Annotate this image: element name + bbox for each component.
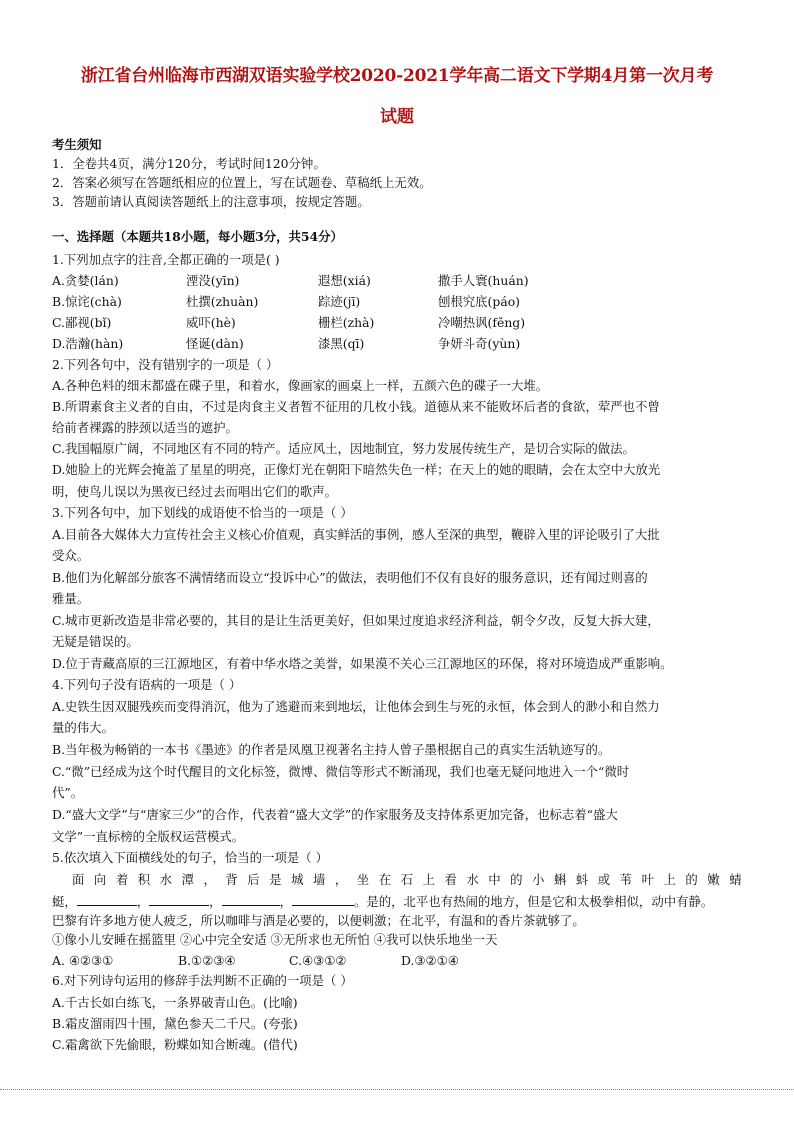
q3-line: 无疑是错误的。 [52,634,139,649]
q5-char: 向 [93,872,107,887]
q1-option-a-word3: 遐想(xiá) [318,273,371,288]
q4-line: 文学”一直标榜的全版权运营模式。 [52,829,245,844]
q5-char: 背 [225,872,238,887]
answer-blank [292,893,354,906]
q5-char: 面 [72,872,85,887]
q5-char: 蚪 [575,872,589,887]
q6-line: B.霜皮溜雨四十围，黛色参天二千尺。(夸张) [52,1016,298,1031]
q5-blank-line [52,893,742,910]
q5-char: 或 [597,872,611,887]
q5-char: 叶 [641,872,654,887]
exam-title-line2: 试题 [380,107,414,127]
page-footer-divider [0,1089,794,1090]
q5-char: 嫩 [707,872,720,887]
q5-char: 石 [400,872,413,887]
q5-text: ， [209,894,222,909]
q2-line: B.所谓素食主义者的自由，不过是肉食主义者暂不征用的几枚小钱。道德从来不能败坏后者的食欲，荤严也不曾 [52,399,660,414]
q5-choice-c: C.④③①② [289,953,347,968]
q4-line: A.史铁生因双腿残疾而变得消沉，他为了逃避而来到地坛，让他体会到生与死的永恒，体会到人的渺小和自然力 [52,699,660,714]
q5-char: 城 [291,872,304,887]
q1-option-d-word2: 怪诞(dàn) [186,336,244,351]
q3-line: C.城市更新改造是非常必要的，其目的是让生活更美好，但如果过度追求经济利益，朝令夕改，反复大拆大建， [52,613,660,628]
q5-text: 。是的，北平也有热闹的地方，但是它和太极拳相似，动中有静。 [353,894,714,909]
q5-char: 的 [685,872,698,887]
question-5-stem: 5.依次填入下面横线处的句子，恰当的一项是（ ） [52,850,328,865]
answer-blank [222,893,280,906]
q5-char: ， [203,872,216,887]
q1-option-c-word2: 威吓(hè) [186,315,236,330]
q1-option-a: A.贪婪(lán) [52,273,119,288]
q5-char: 中 [488,872,501,887]
exam-title-line1: 浙江省台州临海市西湖双语实验学校2020-2021学年高二语文下学期4月第一次月考 [80,66,714,86]
q5-char: 看 [444,872,457,887]
answer-blank [77,893,137,906]
q5-char: 墙 [312,872,326,887]
q1-option-b-word4: 刨根究底(páo) [438,294,521,309]
q5-char: 在 [378,872,392,887]
q1-option-d-word3: 漆黑(qī) [318,336,365,351]
question-6-stem: 6.对下列诗句运用的修辞手法判断不正确的一项是（ ） [52,973,353,988]
q5-char: 后 [247,872,260,887]
q5-char: 蜻 [729,872,742,887]
q5-char: 是 [269,872,282,887]
q5-char: 上 [663,872,676,887]
answer-blank [149,893,209,906]
q5-char: 小 [532,872,545,887]
q5-choice-a: A. ④②③① [52,953,114,968]
q3-line: A.目前各大媒体大力宣传社会主义核心价值观，真实鲜活的事例，感人至深的典型，鞭辟入里的评论吸引了大批 [52,527,660,542]
q5-char: 上 [422,872,435,887]
q4-line: C.“微”已经成为这个时代醒目的文化标签，微博、微信等形式不断涌现，我们也毫无疑问地进入一个“微时 [52,764,630,779]
question-3-stem: 3.下列各句中，加下划线的成语使不恰当的一项是（ ） [52,505,353,520]
q1-option-c-word3: 栅栏(zhà) [318,315,375,330]
q4-line: 量的伟大。 [52,720,114,735]
q2-line: 明，使鸟儿误以为黑夜已经过去而唱出它们的歌声。 [52,484,337,499]
q5-char: 苇 [619,872,633,887]
q1-option-d: D.浩瀚(hàn) [52,336,124,351]
q5-choice-b: B.①②③④ [178,953,236,968]
q5-char: 水 [466,872,479,887]
q5-char: 水 [159,872,173,887]
q5-line: 巴黎有许多地方使人疲乏，所以咖啡与酒是必要的，以便刺激；在北平，有温和的香片茶就够了。 [52,913,585,928]
question-2-stem: 2.下列各句中，没有错别字的一项是（ ） [52,357,279,372]
q4-line: B.当年极为畅销的一本书《墨迹》的作者是凤凰卫视著名主持人曾子墨根据自己的真实生活轨迹写的。 [52,742,611,757]
q5-char: 蝌 [553,872,567,887]
q3-line: B.他们为化解部分旅客不满情绪而设立“投诉中心”的做法，表明他们不仅有良好的服务意识，还有闻过则喜的 [52,570,648,585]
q1-option-b: B.惊诧(chà) [52,294,122,309]
notice-item-3: 3．答题前请认真阅读答题纸上的注意事项，按规定答题。 [52,194,370,209]
q1-option-b-word3: 踪迹(jī) [318,294,361,309]
section-heading: 一、选择题（本题共18小题，每小题3分，共54分） [52,229,343,244]
q1-option-a-word4: 撒手人寰(huán) [438,273,529,288]
notice-item-2: 2．答案必须写在答题纸相应的位置上，写在试题卷、草稿纸上无效。 [52,175,432,190]
q3-line: 雅量。 [52,591,90,606]
q2-line: C.我国幅原广阔，不同地区有不同的特产。适应风土，因地制宜，努力发展传统生产，是切合实际的做法。 [52,441,635,456]
q5-char: 着 [115,872,129,887]
q2-line: D.她脸上的光辉会掩盖了星星的明亮，正像灯光在朝阳下暗然失色一样；在天上的她的眼睛，会在太空中大放光 [52,462,661,477]
q1-option-a-word2: 湮没(yīn) [186,273,240,288]
notice-heading: 考生须知 [52,137,102,152]
q2-line: 给前者裸露的脖颈以适当的遮护。 [52,420,238,435]
q5-char: 积 [137,872,151,887]
q5-char: 的 [510,872,523,887]
q1-option-c: C.鄙视(bǐ) [52,315,112,330]
q5-justified-line [72,872,742,888]
q4-line: 代”。 [52,785,84,800]
q5-char: 潭 [181,872,194,887]
q5-options: ①像小儿安睡在摇篮里 ②心中完全安适 ③无所求也无所怕 ④我可以快乐地坐一天 [52,932,498,947]
q3-line: 受众。 [52,548,90,563]
q5-char: ， [334,872,348,887]
q5-text: ， [136,894,150,909]
q1-option-d-word4: 争妍斗奇(yùn) [438,336,521,351]
q3-line: D.位于青藏高原的三江源地区，有着中华水塔之美誉，如果漠不关心三江源地区的环保，将对环境造成严重影响。 [52,656,673,671]
q2-line: A.各种色料的细末都盛在碟子里，和着水，像画家的画桌上一样，五颜六色的碟子一大堆。 [52,378,549,393]
q5-choice-d: D.③②①④ [401,953,459,968]
notice-item-1: 1．全卷共4页，满分120分，考试时间120分钟。 [52,156,326,171]
q6-line: A.千古长如白练飞，一条界破青山色。(比喻) [52,995,298,1010]
q1-option-c-word4: 冷嘲热讽(fěng) [438,315,526,330]
q5-text: ， [279,894,292,909]
q1-option-b-word2: 杜撰(zhuàn) [186,294,259,309]
q5-char: 坐 [356,872,370,887]
question-1-stem: 1.下列加点字的注音,全都正确的一项是( ) [52,252,280,267]
q4-line: D.“盛大文学”与“唐家三少”的合作，代表着“盛大文学”的作家服务及支持体系更加完备，也标志着“盛大 [52,807,618,822]
question-4-stem: 4.下列句子没有语病的一项是（ ） [52,677,242,692]
q6-line: C.霜禽欲下先偷眼，粉蝶如知合断魂。(借代) [52,1037,298,1052]
q5-text: 蜓， [52,894,77,909]
